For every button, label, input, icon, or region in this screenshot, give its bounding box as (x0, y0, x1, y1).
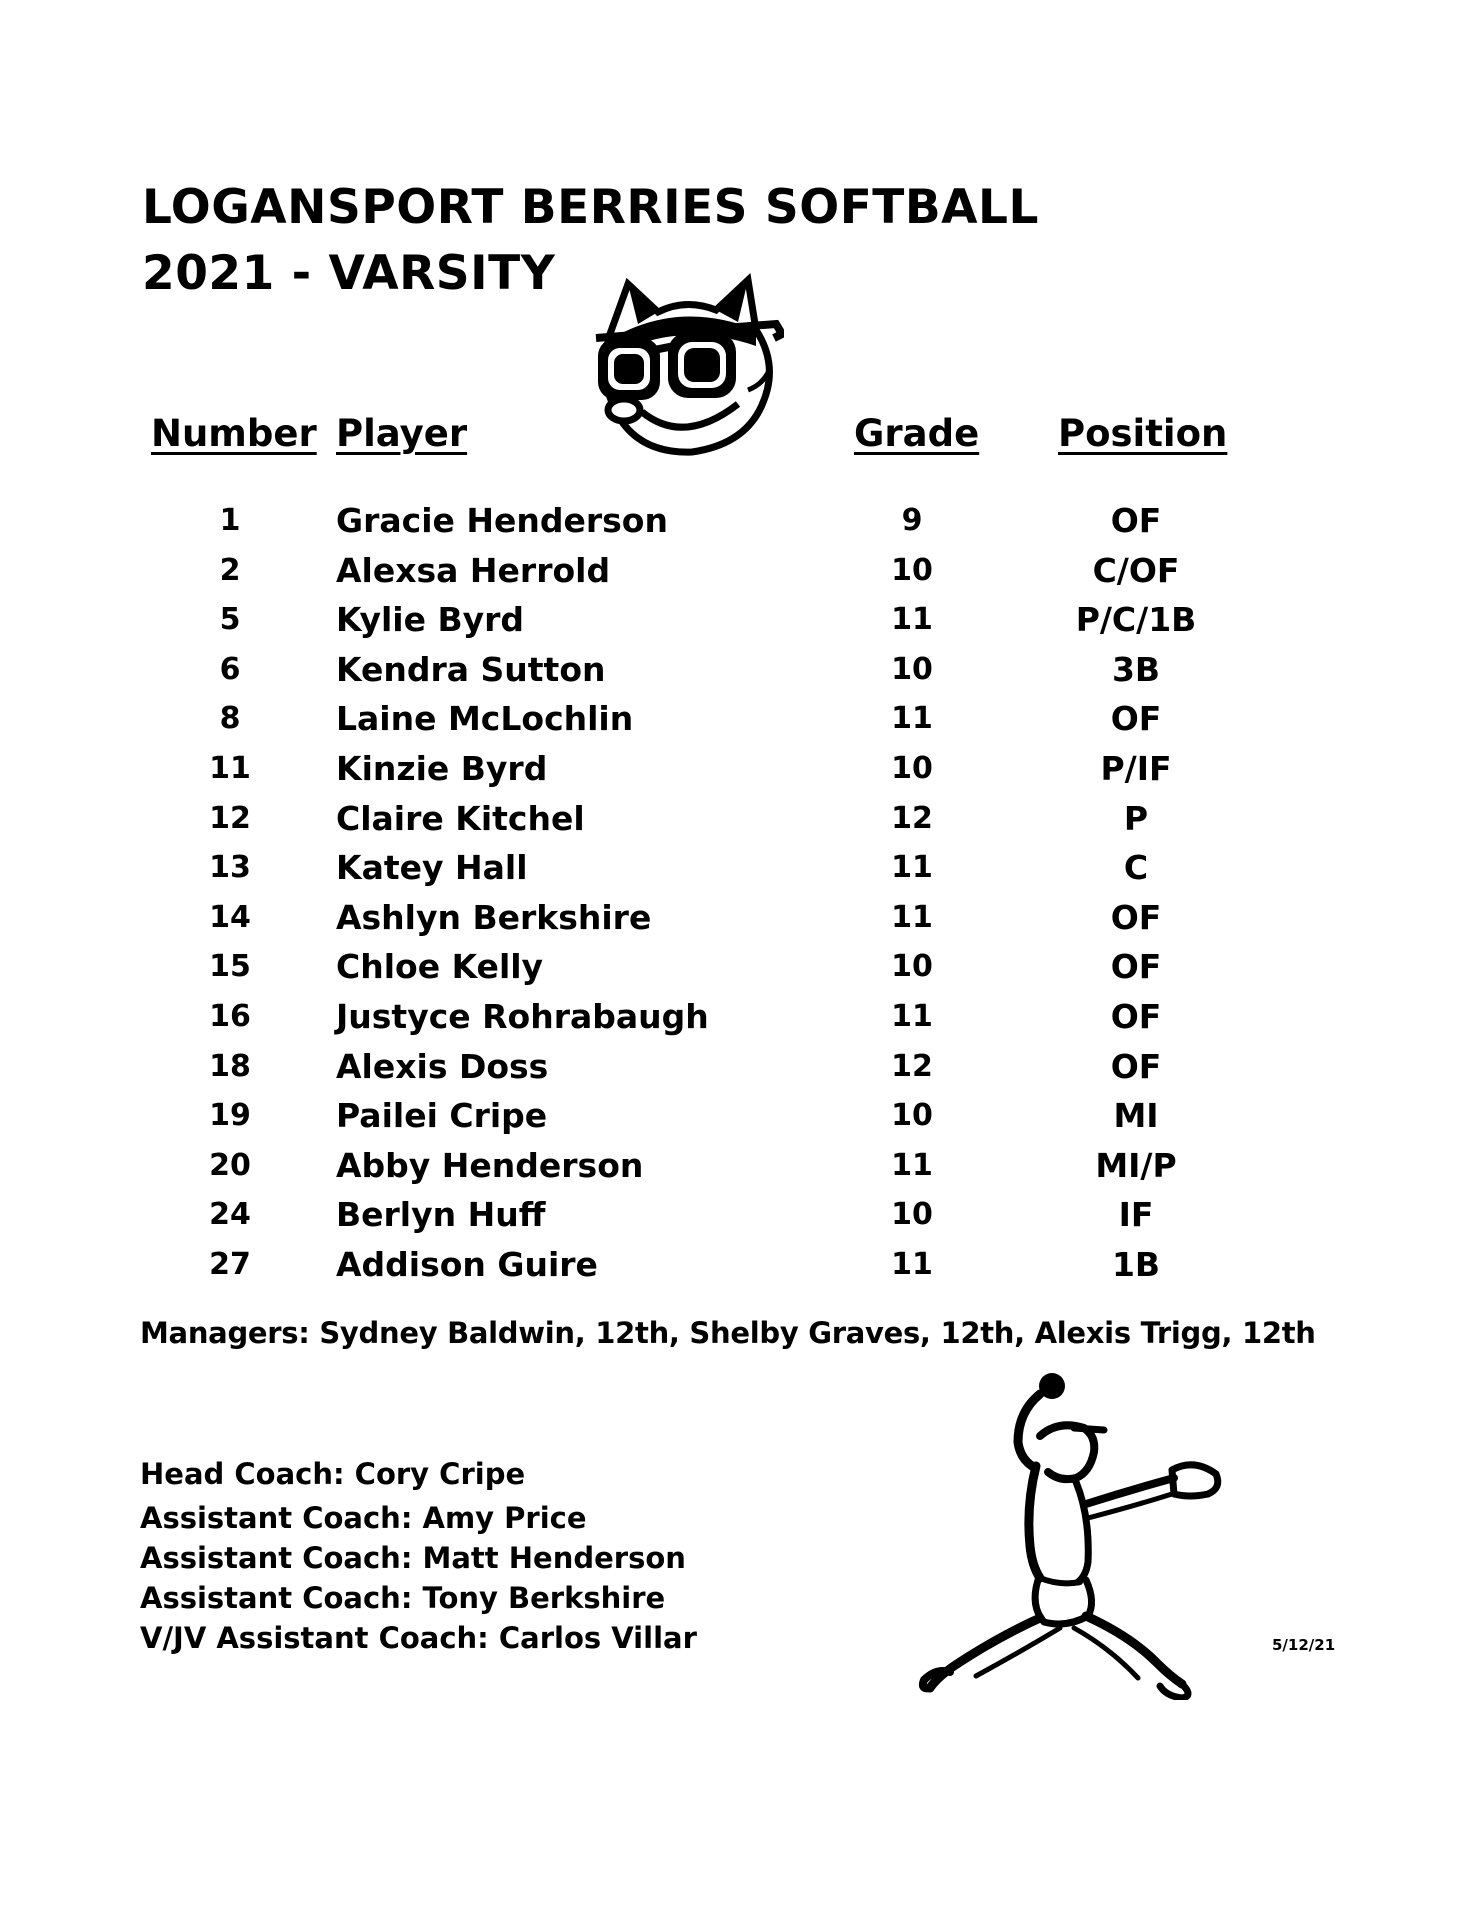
player-grade: 12 (891, 1048, 933, 1084)
table-row (0, 744, 1484, 794)
player-grade: 10 (891, 1098, 933, 1134)
player-name: Kylie Byrd (336, 600, 525, 640)
table-row (0, 1190, 1484, 1240)
player-grade: 10 (891, 1197, 933, 1233)
player-position: OF (1110, 947, 1162, 987)
page-subtitle: 2021 - VARSITY (142, 246, 556, 301)
player-grade: 11 (891, 899, 933, 935)
player-position: 3B (1111, 649, 1161, 689)
player-grade: 11 (891, 602, 933, 638)
player-name: Addison Guire (336, 1244, 598, 1284)
player-name: Berlyn Huff (336, 1195, 546, 1235)
table-row (0, 843, 1484, 893)
player-position: P/IF (1100, 748, 1172, 788)
player-position: OF (1110, 996, 1162, 1036)
player-number: 16 (209, 998, 251, 1034)
page-title: LOGANSPORT BERRIES SOFTBALL (142, 180, 1039, 235)
assistant-coach: Assistant Coach: Tony Berkshire (140, 1581, 666, 1615)
player-position: OF (1110, 699, 1162, 739)
player-name: Abby Henderson (336, 1145, 644, 1185)
player-name: Justyce Rohrabaugh (336, 996, 709, 1036)
date-stamp: 5/12/21 (1272, 1636, 1336, 1654)
assistant-coach: Assistant Coach: Matt Henderson (140, 1541, 686, 1575)
column-header-player: Player (336, 412, 468, 455)
player-name: Kendra Sutton (336, 649, 606, 689)
softball-pitcher-icon (890, 1366, 1250, 1700)
coaches-list (140, 1450, 697, 1658)
player-number: 15 (209, 949, 251, 985)
player-name: Kinzie Byrd (336, 748, 548, 788)
player-number: 12 (209, 800, 251, 836)
player-grade: 11 (891, 1147, 933, 1183)
player-grade: 10 (891, 949, 933, 985)
player-number: 27 (209, 1246, 251, 1282)
table-row (0, 1042, 1484, 1092)
table-row (0, 546, 1484, 596)
table-row (0, 893, 1484, 943)
column-header-grade: Grade (854, 412, 980, 455)
player-position: MI/P (1095, 1145, 1177, 1185)
player-position: 1B (1111, 1244, 1161, 1284)
player-position: MI (1113, 1096, 1159, 1136)
table-row (0, 992, 1484, 1042)
player-name: Gracie Henderson (336, 501, 668, 540)
player-number: 6 (219, 651, 241, 687)
player-grade: 11 (891, 701, 933, 737)
table-row (0, 645, 1484, 695)
player-grade: 11 (891, 1246, 933, 1282)
managers-line: Managers: Sydney Baldwin, 12th, Shelby Graves, 12th, Alexis Trigg, 12th (140, 1316, 1316, 1350)
player-number: 2 (219, 552, 241, 588)
player-number: 18 (209, 1048, 251, 1084)
player-number: 20 (209, 1147, 251, 1183)
player-name: Laine McLochlin (336, 699, 634, 739)
player-name: Katey Hall (336, 848, 528, 888)
player-grade: 10 (891, 651, 933, 687)
player-name: Alexsa Herrold (336, 550, 611, 590)
player-position: OF (1110, 1046, 1162, 1086)
player-position: C (1123, 848, 1149, 888)
player-position: OF (1110, 897, 1162, 937)
player-position: C/OF (1092, 550, 1180, 590)
player-position: P (1123, 798, 1149, 838)
table-row (0, 595, 1484, 645)
player-position: IF (1118, 1195, 1154, 1235)
player-name: Chloe Kelly (336, 947, 544, 987)
column-header-position: Position (1058, 412, 1228, 455)
table-row (0, 794, 1484, 844)
roster-table (0, 496, 1484, 1290)
table-row (0, 1240, 1484, 1290)
table-row (0, 694, 1484, 744)
player-number: 24 (209, 1197, 251, 1233)
player-grade: 11 (891, 850, 933, 886)
player-number: 19 (209, 1098, 251, 1134)
table-row (0, 496, 1484, 546)
player-grade: 9 (901, 503, 923, 538)
cat-with-sunglasses-icon (588, 272, 784, 458)
player-grade: 11 (891, 998, 933, 1034)
player-grade: 12 (891, 800, 933, 836)
player-name: Pailei Cripe (336, 1096, 548, 1136)
player-number: 13 (209, 850, 251, 886)
jv-assistant-coach: V/JV Assistant Coach: Carlos Villar (140, 1621, 697, 1655)
table-row (0, 1091, 1484, 1141)
player-number: 5 (219, 602, 241, 638)
player-number: 11 (209, 750, 251, 786)
player-number: 14 (209, 899, 251, 935)
head-coach: Head Coach: Cory Cripe (140, 1457, 526, 1491)
player-grade: 10 (891, 750, 933, 786)
player-position: P/C/1B (1075, 600, 1197, 640)
table-row (0, 942, 1484, 992)
player-number: 1 (219, 503, 241, 538)
table-row (0, 1141, 1484, 1191)
player-name: Ashlyn Berkshire (336, 897, 652, 937)
assistant-coach: Assistant Coach: Amy Price (140, 1501, 587, 1535)
player-name: Alexis Doss (336, 1046, 549, 1086)
column-header-number: Number (151, 412, 317, 455)
player-grade: 10 (891, 552, 933, 588)
player-position: OF (1110, 501, 1162, 540)
player-name: Claire Kitchel (336, 798, 585, 838)
player-number: 8 (219, 701, 241, 737)
